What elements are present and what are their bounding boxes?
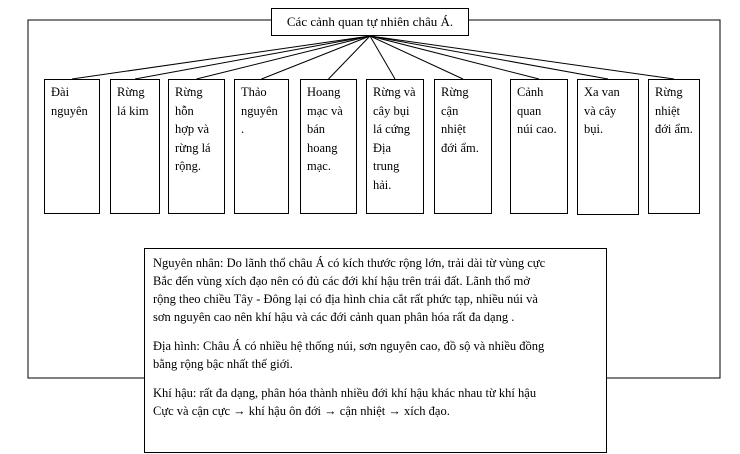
- landscape-label-line: cây bụi: [373, 103, 410, 118]
- landscape-label-line: hoang: [307, 140, 338, 155]
- connector-line-4: [262, 36, 371, 79]
- cause-paragraph: Nguyên nhân: Do lãnh thổ châu Á có kích thước rộng lớn, trải dài từ vùng cực Bắc đến vùng xích đạo nên có đủ các đới khí hậu trên trái đất. Lãnh thổ mở rộng theo chiều Tây - Đông lại có địa hình chia cắt rất phức tạp, nhiều núi và sơn nguyên cao nên khí hậu và các đới cảnh quan phân hóa rất đa dạng .: [153, 256, 546, 324]
- landscape-label-line: Đài: [51, 85, 70, 99]
- landscape-label-line: Rừng: [117, 85, 145, 99]
- title-box: [271, 8, 469, 36]
- landscape-label-line: Địa: [373, 140, 392, 155]
- landscape-label-line: và cây: [584, 103, 617, 118]
- landscape-label-line: hải.: [373, 177, 392, 192]
- landscape-label-line: mạc và: [307, 103, 343, 118]
- landscape-label-line: đới ẩm.: [655, 122, 693, 136]
- landscape-label-line: Rừng: [441, 85, 469, 99]
- landscape-label-line: Thảo: [241, 85, 267, 99]
- landscape-box-8: [510, 79, 568, 214]
- landscape-label-line: nguyên: [51, 103, 88, 118]
- landscape-label-line: rộng.: [175, 159, 202, 173]
- landscape-label-line: hỗn: [175, 103, 194, 118]
- landscape-label-line: quan: [517, 103, 542, 118]
- landscape-box-10: [648, 79, 700, 214]
- landscape-label-line: .: [241, 122, 245, 136]
- landscape-label-line: Rừng: [655, 85, 683, 99]
- landscape-box-7: [434, 79, 492, 214]
- terrain-paragraph: Địa hình: Châu Á có nhiều hệ thống núi, sơn nguyên cao, đồ sộ và nhiều đồng bằng rộng bậc nhất thế giới.: [153, 339, 545, 371]
- landscape-label-line: núi cao.: [517, 122, 557, 136]
- landscape-label-line: Xa van: [584, 85, 620, 99]
- landscape-label-line: rừng lá: [175, 140, 211, 155]
- landscape-label-line: lá kim: [117, 103, 149, 118]
- landscape-label-line: Rừng và: [373, 85, 416, 99]
- landscape-label-line: bụi.: [584, 122, 604, 136]
- landscape-box-5: [300, 79, 357, 214]
- diagram-title: Các cảnh quan tự nhiên châu Á.: [286, 14, 454, 29]
- landscape-box-2: [110, 79, 160, 214]
- landscape-label-line: nhiệt: [441, 122, 466, 136]
- connector-line-9: [370, 36, 608, 79]
- landscape-label-line: lá cứng: [373, 122, 410, 136]
- fan-connectors: [72, 36, 674, 79]
- landscape-label-line: Hoang: [307, 85, 341, 99]
- explanation-box: [144, 248, 607, 453]
- landscape-label-line: trung: [373, 159, 400, 173]
- landscape-label-line: Cảnh: [517, 85, 544, 99]
- landscape-box-9: [577, 79, 639, 215]
- connector-line-8: [370, 36, 539, 79]
- landscape-label-line: nhiệt: [655, 103, 680, 118]
- climate-paragraph: Khí hậu: rất đa dạng, phân hóa thành nhiều đới khí hậu khác nhau từ khí hậu Cực và cận cực → khí hậu ôn đới → cận nhiệt → xích đạo.: [153, 386, 537, 418]
- landscape-label-line: mạc.: [307, 159, 331, 173]
- landscape-label-line: Rừng: [175, 85, 203, 99]
- landscape-label-line: cận: [441, 103, 459, 118]
- landscape-label-line: nguyên: [241, 103, 278, 118]
- landscape-box-3: [168, 79, 225, 214]
- landscape-box-4: [234, 79, 289, 214]
- landscape-label-line: đới ẩm.: [441, 140, 479, 155]
- landscape-label-line: hợp và: [175, 122, 210, 136]
- landscape-box-1: [44, 79, 100, 214]
- connector-line-6: [370, 36, 395, 79]
- landscape-box-6: [366, 79, 424, 214]
- landscape-label-line: bán: [307, 122, 326, 136]
